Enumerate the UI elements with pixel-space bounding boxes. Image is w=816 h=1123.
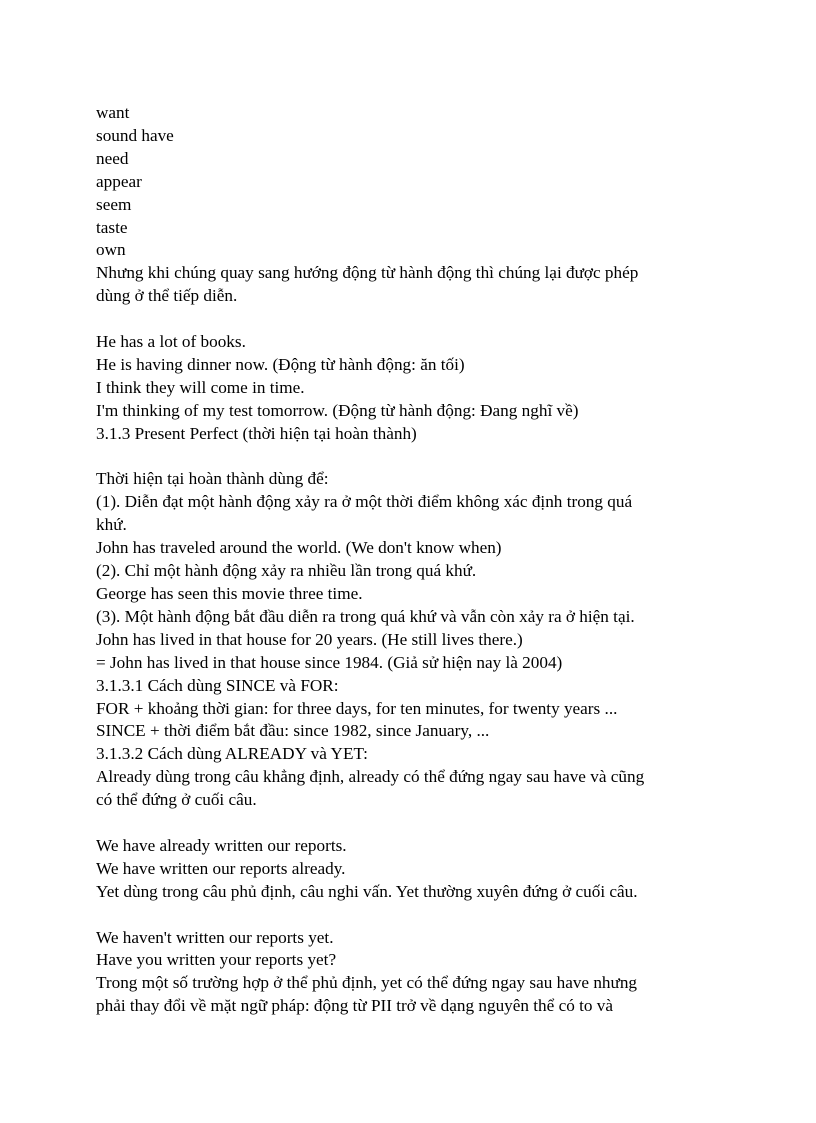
text-line: Nhưng khi chúng quay sang hướng động từ hành động thì chúng lại được phép xyxy=(96,263,639,283)
text-line: (3). Một hành động bắt đầu diễn ra trong quá khứ và vẫn còn xảy ra ở hiện tại. xyxy=(96,606,635,626)
subsection-heading: 3.1.3.2 Cách dùng ALREADY và YET: xyxy=(96,744,368,764)
example-line: He has a lot of books. xyxy=(96,332,246,352)
text-line: SINCE + thời điểm bắt đầu: since 1982, since January, ... xyxy=(96,721,490,741)
text-line: FOR + khoảng thời gian: for three days, for ten minutes, for twenty years ... xyxy=(96,698,618,718)
blank-line xyxy=(96,904,716,927)
text-line: Thời hiện tại hoàn thành dùng để: xyxy=(96,469,329,489)
text-line: seem xyxy=(96,194,132,214)
example-line: I think they will come in time. xyxy=(96,377,305,397)
example-line: We haven't written our reports yet. xyxy=(96,927,334,947)
text-line: dùng ở thể tiếp diễn. xyxy=(96,286,238,306)
example-line: We have written our reports already. xyxy=(96,858,346,878)
text-line: need xyxy=(96,148,129,168)
text-line: khứ. xyxy=(96,515,127,535)
subsection-heading: 3.1.3.1 Cách dùng SINCE và FOR: xyxy=(96,675,339,695)
blank-line xyxy=(96,308,716,331)
example-line: John has traveled around the world. (We don't know when) xyxy=(96,538,502,558)
section-heading: 3.1.3 Present Perfect (thời hiện tại hoàn thành) xyxy=(96,423,417,443)
example-line: I'm thinking of my test tomorrow. (Động từ hành động: Đang nghĩ về) xyxy=(96,400,579,420)
text-line: Yet dùng trong câu phủ định, câu nghi vấn. Yet thường xuyên đứng ở cuối câu. xyxy=(96,881,638,901)
text-line: phải thay đổi về mặt ngữ pháp: động từ PII trở về dạng nguyên thể có to và xyxy=(96,996,613,1016)
example-line: George has seen this movie three time. xyxy=(96,584,363,603)
text-line: sound have xyxy=(96,125,174,145)
example-line: He is having dinner now. (Động từ hành động: ăn tối) xyxy=(96,354,465,374)
text-line: Trong một số trường hợp ở thể phủ định, yet có thể đứng ngay sau have nhưng xyxy=(96,973,638,993)
text-line: Already dùng trong câu khẳng định, already có thể đứng ngay sau have và cũng xyxy=(96,767,645,787)
example-line: John has lived in that house for 20 years. (He still lives there.) xyxy=(96,629,523,649)
text-line: own xyxy=(96,240,126,260)
blank-line xyxy=(96,446,716,469)
text-line: có thể đứng ở cuối câu. xyxy=(96,790,257,810)
blank-line xyxy=(96,812,716,835)
text-line: appear xyxy=(96,171,142,191)
example-line: = John has lived in that house since 1984. (Giả sử hiện nay là 2004) xyxy=(96,652,563,672)
text-line: (1). Diễn đạt một hành động xảy ra ở một thời điểm không xác định trong quá xyxy=(96,492,633,512)
text-line: (2). Chỉ một hành động xảy ra nhiều lần trong quá khứ. xyxy=(96,561,477,581)
example-line: Have you written your reports yet? xyxy=(96,950,337,970)
example-line: We have already written our reports. xyxy=(96,835,347,855)
text-line: want xyxy=(96,103,130,122)
document-body xyxy=(96,102,716,1018)
text-line: taste xyxy=(96,217,128,237)
